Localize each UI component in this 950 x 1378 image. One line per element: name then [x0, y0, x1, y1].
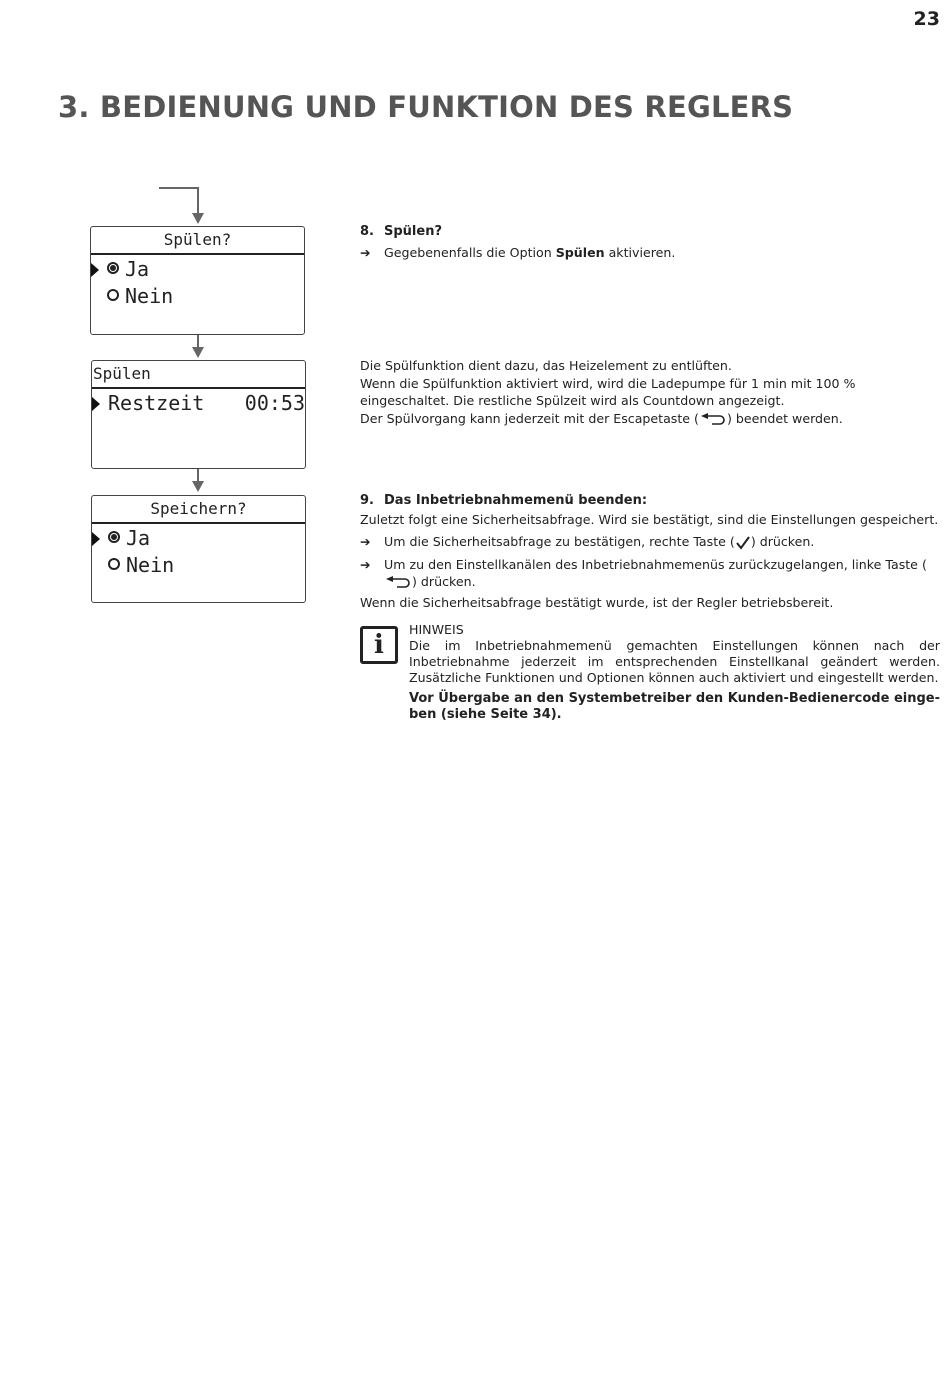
lcd-screen-spuelen-countdown [91, 360, 306, 469]
bullet-text-end: aktivieren. [604, 245, 676, 260]
lcd-title: Speichern? [92, 496, 305, 524]
bullet-text-end: ) drücken. [750, 534, 815, 549]
option-label: Nein [125, 284, 174, 308]
radio-unchecked-icon [108, 558, 120, 570]
step-title: Spülen? [384, 224, 442, 239]
step8-section [360, 223, 940, 261]
step9-outro: Wenn die Sicherheitsabfrage bestätigt wurde, ist der Regler betriebsbereit. [360, 595, 834, 610]
step8-heading [360, 223, 940, 240]
lcd-screen-speichern-question [91, 495, 306, 603]
step-number: 9. [360, 493, 374, 508]
option-no[interactable] [91, 283, 304, 309]
note-label: HINWEIS [409, 622, 464, 637]
radio-unchecked-icon [107, 289, 119, 301]
bullet-text: Um zu den Einstellkanälen des Inbetriebnahmemenüs zurückzugelangen, linke Taste ( [384, 557, 927, 572]
arrow-right-icon: ➔ [360, 534, 371, 549]
bullet-text-end: ) drücken. [412, 574, 476, 589]
chapter-title: 3. BEDIENUNG UND FUNKTION DES REGLERS [58, 90, 794, 124]
bullet-text: Gegebenenfalls die Option [384, 245, 556, 260]
step8-bullet [360, 244, 940, 261]
step-number: 8. [360, 224, 374, 239]
step9-section [360, 492, 940, 611]
escape-key-icon [700, 413, 726, 427]
desc-text-end: ) beendet werden. [726, 411, 843, 426]
restzeit-value: 00:53 [244, 391, 305, 415]
step9-intro: Zuletzt folgt eine Sicherheitsabfrage. Wird sie bestätigt, sind die Einstellungen gespeichert. [360, 512, 939, 527]
checkmark-key-icon [736, 536, 750, 550]
option-label: Ja [125, 257, 150, 281]
step-title: Das Inbetriebnahmemenü beenden: [384, 493, 648, 508]
desc-line [360, 410, 940, 427]
bullet-bold: Spülen [555, 245, 605, 260]
option-yes[interactable] [91, 256, 304, 282]
desc-line: Wenn die Spülfunktion aktiviert wird, wird die Ladepumpe für 1 min mit 100 % eingeschaltet. Die restliche Spülzeit wird als Countdown angezeigt. [360, 376, 856, 408]
step8-description [360, 357, 940, 427]
radio-checked-icon [107, 262, 119, 274]
cursor-icon [92, 397, 100, 411]
lcd-title: Spülen [92, 361, 305, 389]
page-number: 23 [913, 8, 940, 30]
cursor-icon [91, 263, 99, 277]
restzeit-label: Restzeit [108, 391, 205, 415]
lcd-title: Spülen? [91, 227, 304, 255]
lcd-screen-spuelen-question [90, 226, 305, 335]
cursor-icon [92, 532, 100, 546]
note-section [409, 622, 940, 723]
desc-text: Der Spülvorgang kann jederzeit mit der Escapetaste ( [360, 411, 699, 426]
option-no[interactable] [92, 552, 305, 578]
option-yes[interactable] [92, 525, 305, 551]
option-label: Ja [126, 526, 151, 550]
escape-key-icon [385, 576, 411, 590]
note-text: Die im Inbetriebnahmemenü gemachten Einstellungen können nach der Inbetriebnahme jederzeit im entsprechenden Einstellkanal geändert werden. Zusätzliche Funktionen und Optionen können auch aktiviert und eingestellt werden. [409, 638, 940, 685]
bullet-text: Um die Sicherheitsabfrage zu bestätigen, rechte Taste ( [384, 534, 735, 549]
info-icon: i [360, 626, 398, 664]
radio-checked-icon [108, 531, 120, 543]
step9-heading [360, 492, 940, 509]
step9-bullet-confirm [360, 533, 940, 550]
restzeit-row [92, 390, 305, 416]
arrow-right-icon: ➔ [360, 245, 371, 260]
option-label: Nein [126, 553, 175, 577]
note-strong: Vor Übergabe an den Systembetreiber den Kunden-Bedienercode einge-ben (siehe Seite 34). [409, 691, 940, 722]
arrow-right-icon: ➔ [360, 557, 371, 572]
step9-bullet-back [360, 556, 940, 590]
desc-line: Die Spülfunktion dient dazu, das Heizelement zu entlüften. [360, 358, 732, 373]
